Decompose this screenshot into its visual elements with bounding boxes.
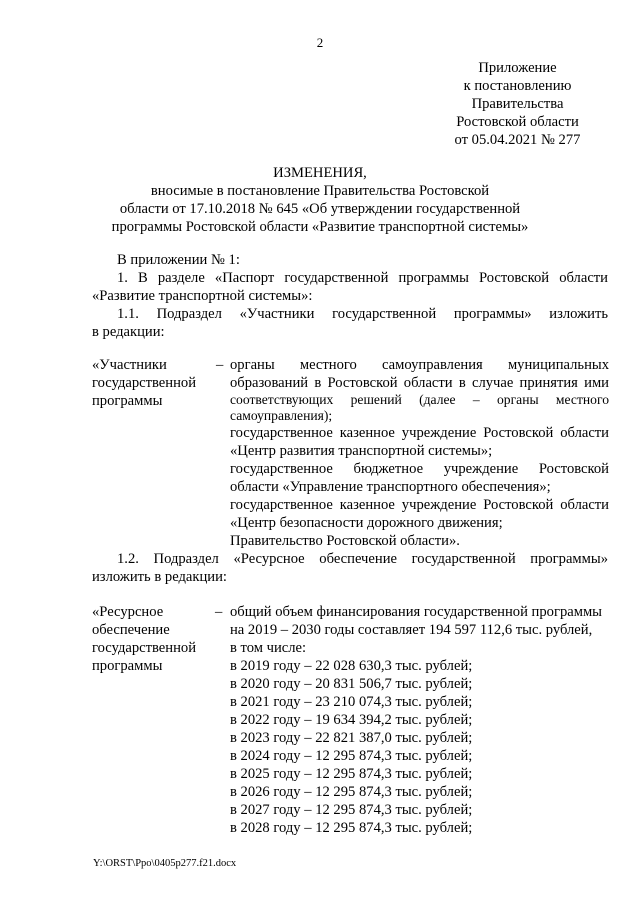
approval-line: от 05.04.2021 № 277 [454,132,581,148]
document-subtitle-line: программы Ростовской области «Развитие транспортной системы» [111,219,529,235]
participants-line: государственное казенное учреждение Ростовской области [230,425,609,442]
participants-line: самоуправления); [230,408,333,424]
resources-year-line: в 2020 году – 20 831 506,7 тыс. рублей; [230,676,473,692]
resources-dash: – [215,604,223,620]
approval-line: к постановлению [463,78,572,94]
participants-label: «Участники государственной программы [92,357,197,409]
resources-year-line: в 2025 году – 12 295 874,3 тыс. рублей; [230,766,473,782]
participants-line: органы местного самоуправления муниципальных [230,357,609,373]
participants-line: «Центр безопасности дорожного движения; [230,515,503,532]
participants-line: государственное казенное учреждение Ростовской области [230,497,609,514]
document-subtitle-line: вносимые в постановление Правительства Ростовской [150,183,490,199]
participants-line: Правительство Ростовской области». [230,533,460,550]
resources-year-line: в 2028 году – 12 295 874,3 тыс. рублей; [230,820,473,836]
participants-line: соответствующих решений (далее – органы местного [230,392,609,407]
paragraph: 1.2. Подраздел «Ресурсное обеспечение государственной программы» [117,551,608,567]
resources-year-line: в 2023 году – 22 821 387,0 тыс. рублей; [230,730,473,746]
resources-year-line: в 2021 году – 23 210 074,3 тыс. рублей; [230,694,473,710]
paragraph: в редакции: [92,324,165,340]
file-path-footer: Y:\ORST\Ppo\0405p277.f21.docx [93,858,237,869]
resources-year-line: в 2026 году – 12 295 874,3 тыс. рублей; [230,784,473,800]
resources-year-line: в 2019 году – 22 028 630,3 тыс. рублей; [230,658,473,674]
resources-intro-line: общий объем финансирования государственной программы [230,604,602,620]
participants-line: «Центр развития транспортной системы»; [230,443,493,460]
participants-line: области «Управление транспортного обеспечения»; [230,479,551,496]
resources-content [230,603,609,837]
paragraph: 1. В разделе «Паспорт государственной программы Ростовской области [117,270,608,286]
document-heading: ИЗМЕНЕНИЯ, [273,165,367,181]
resources-intro-line: на 2019 – 2030 годы составляет 194 597 112,6 тыс. рублей, [230,622,593,638]
paragraph: «Развитие транспортной системы»: [92,288,313,304]
resources-intro-line: в том числе: [230,640,307,656]
paragraph: В приложении № 1: [117,252,240,268]
approval-block [430,59,605,149]
resources-year-line: в 2022 году – 19 634 394,2 тыс. рублей; [230,712,473,728]
participants-content [230,356,609,550]
paragraph: 1.1. Подраздел «Участники государственной программы» изложить [117,306,608,322]
document-subtitle-line: области от 17.10.2018 № 645 «Об утверждении государственной [119,201,521,217]
paragraph: изложить в редакции: [92,569,227,585]
resources-year-line: в 2027 году – 12 295 874,3 тыс. рублей; [230,802,473,818]
approval-line: Приложение [478,60,557,76]
resources-year-line: в 2024 году – 12 295 874,3 тыс. рублей; [230,748,473,764]
resources-label: «Ресурсное обеспечение государственной программы [92,604,197,674]
participants-dash: – [216,357,224,373]
approval-line: Ростовской области [456,114,579,130]
participants-line: государственное бюджетное учреждение Ростовской [230,461,609,478]
page-number: 2 [316,35,324,50]
approval-line: Правительства [471,96,564,112]
participants-line: образований в Ростовской области в случае принятия ими [230,375,609,391]
